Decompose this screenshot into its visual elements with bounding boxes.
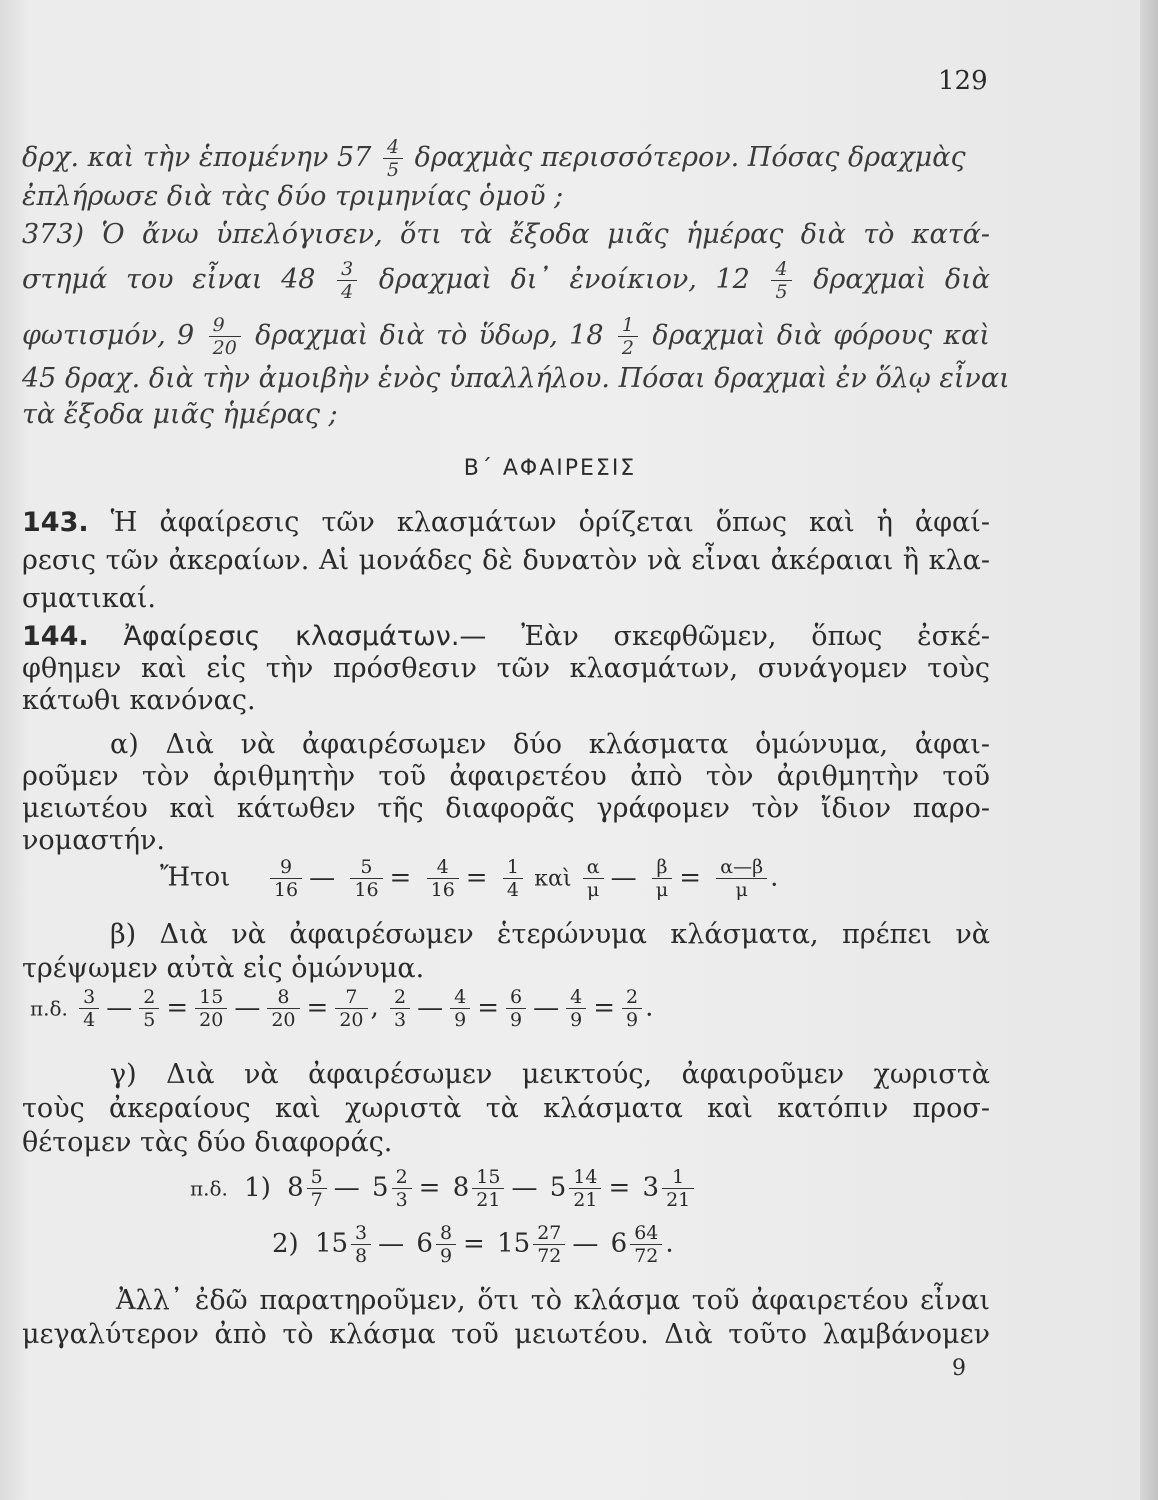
exercise-372-line-1: δρχ. καὶ τὴν ἑπομένην 57 $\frac{4}{5}$ δραχμὰς περισσότερον. Πόσας δραχμὰς: [22, 136, 966, 181]
fraction: $\frac{7}{20}$: [335, 986, 367, 1031]
fraction: $\frac{3}{4}$: [79, 986, 99, 1031]
exercise-372-line-2: ἐπλήρωσε διὰ τὰς δύο τριμηνίας ὁμοῦ ;: [22, 181, 564, 212]
rule-a-line-2: ροῦμεν τὸν ἀριθμητὴν τοῦ ἀφαιρετέου ἀπὸ τὸν ἀριθμητὴν τοῦ: [22, 761, 990, 792]
rule-c-example-2: 2) 15 $\frac{3}{8}$ — 6 $\frac{8}{9}$ = 15 $\frac{27}{72}$ — 6 $\frac{64}{72}$ .: [272, 1222, 674, 1267]
page-edge: [1140, 0, 1158, 1500]
rule-b-line-2: τρέψωμεν αὐτὰ εἰς ὁμώνυμα.: [22, 953, 425, 984]
closing-line-2: μεγαλύτερον ἀπὸ τὸ κλάσμα τοῦ μειωτέου. Διὰ τοῦτο λαμβάνομεν: [22, 1319, 990, 1350]
fraction: $\frac{3}{4}$: [337, 258, 357, 303]
fraction: $\frac{8}{20}$: [267, 986, 299, 1031]
para-144-line-1: 144. Ἀφαίρεσις κλασμάτων.— Ἐὰν σκεφθῶμεν, ὅπως ἐσκέ-: [22, 621, 990, 652]
rule-b-example: π.δ. $\frac{3}{4}$ — $\frac{2}{5}$ = $\frac{15}{20}$ — $\frac{8}{20}$ = $\frac{7}{20}$ , $\frac{2}{3}$ — $\frac{4}{9}$ = $\frac{6}{9}$ — $\frac{4}{9}$ = $\frac{2}{9}$ .: [30, 986, 654, 1031]
para-143-line-3: σματικαί.: [22, 583, 157, 614]
page-number: 129: [938, 66, 988, 96]
closing-line-1: Ἀλλ᾽ ἐδῶ παρατηροῦμεν, ὅτι τὸ κλάσμα τοῦ ἀφαιρετέου εἶναι: [116, 1285, 990, 1316]
rule-c-line-3: θέτομεν τὰς δύο διαφοράς.: [22, 1127, 393, 1158]
exercise-373-line-1: 373) Ὁ ἄνω ὑπελόγισεν, ὅτι τὰ ἔξοδα μιᾶς ἡμέρας διὰ τὸ κατά-: [22, 219, 990, 250]
rule-a-line-3: μειωτέου καὶ κάτωθεν τῆς διαφορᾶς γράφομεν τὸν ἴδιον παρο-: [22, 793, 990, 824]
para-144-line-3: κάτωθι κανόνας.: [22, 685, 256, 716]
exercise-373-line-4: 45 δραχ. διὰ τὴν ἀμοιβὴν ἑνὸς ὑπαλλήλου. Πόσαι δραχμαὶ ἐν ὅλῳ εἶναι: [22, 363, 1010, 394]
exercise-373-line-2: στημά του εἶναι 48 $\frac{3}{4}$ δραχμαὶ δι᾽ ἐνοίκιον, 12 $\frac{4}{5}$ δραχμαὶ διὰ: [22, 258, 990, 303]
rule-a-line-1: α) Διὰ νὰ ἀφαιρέσωμεν δύο κλάσματα ὁμώνυμα, ἀφαι-: [110, 729, 990, 760]
rule-c-line-2: τοὺς ἀκεραίους καὶ χωριστὰ τὰ κλάσματα καὶ κατόπιν προσ-: [22, 1093, 990, 1124]
fraction: $\frac{15}{20}$: [195, 986, 227, 1031]
para-143-line-2: ρεσις τῶν ἀκεραίων. Αἱ μονάδες δὲ δυνατὸν νὰ εἶναι ἀκέραιαι ἢ κλα-: [22, 545, 990, 576]
section-title: Β΄ ΑΦΑΙΡΕΣΙΣ: [463, 456, 637, 481]
fraction: $\frac{4}{5}$: [771, 258, 791, 303]
fraction: $\frac{2}{3}$: [390, 986, 410, 1031]
fraction: $\frac{6}{9}$: [506, 986, 526, 1031]
exercise-373-line-3: φωτισμόν, 9 $\frac{9}{20}$ δραχμαὶ διὰ τὸ ὕδωρ, 18 $\frac{1}{2}$ δραχμαὶ διὰ φόρους καὶ: [22, 314, 990, 359]
para-143-line-1: 143. Ἡ ἀφαίρεσις τῶν κλασμάτων ὁρίζεται ὅπως καὶ ἡ ἀφαί-: [22, 507, 990, 538]
fraction: $\frac{4}{9}$: [566, 986, 586, 1031]
para-144-line-2: φθημεν καὶ εἰς τὴν πρόσθεσιν τῶν κλασμάτων, συνάγομεν τοὺς: [22, 653, 990, 684]
rule-a-example: Ἤτοι $\frac{9}{16}$ — $\frac{5}{16}$ = $\frac{4}{16}$ = $\frac{1}{4}$ καὶ $\frac{\alpha}{\mu}$ — $\frac{\beta}{\mu}$ = $\frac{\alpha—\beta}{\mu}$ .: [160, 856, 779, 901]
signature-mark: 9: [952, 1356, 966, 1381]
rule-a-line-4: νομαστήν.: [22, 825, 165, 856]
rule-c-line-1: γ) Διὰ νὰ ἀφαιρέσωμεν μεικτούς, ἀφαιροῦμεν χωριστὰ: [110, 1059, 990, 1090]
fraction: $\frac{4}{5}$: [383, 136, 403, 181]
fraction: $\frac{9}{20}$: [209, 314, 241, 359]
fraction: $\frac{1}{2}$: [618, 314, 638, 359]
exercise-373-line-5: τὰ ἔξοδα μιᾶς ἡμέρας ;: [22, 399, 338, 430]
rule-c-example-1: π.δ. 1) 8 $\frac{5}{7}$ — 5 $\frac{2}{3}$ = 8 $\frac{15}{21}$ — 5 $\frac{14}{21}$ = 3 $\frac{1}{21}$: [190, 1166, 697, 1211]
fraction: $\frac{2}{5}$: [139, 986, 159, 1031]
fraction: $\frac{4}{9}$: [450, 986, 470, 1031]
fraction: $\frac{2}{9}$: [622, 986, 642, 1031]
rule-b-line-1: β) Διὰ νὰ ἀφαιρέσωμεν ἑτερώνυμα κλάσματα, πρέπει νὰ: [110, 919, 990, 950]
